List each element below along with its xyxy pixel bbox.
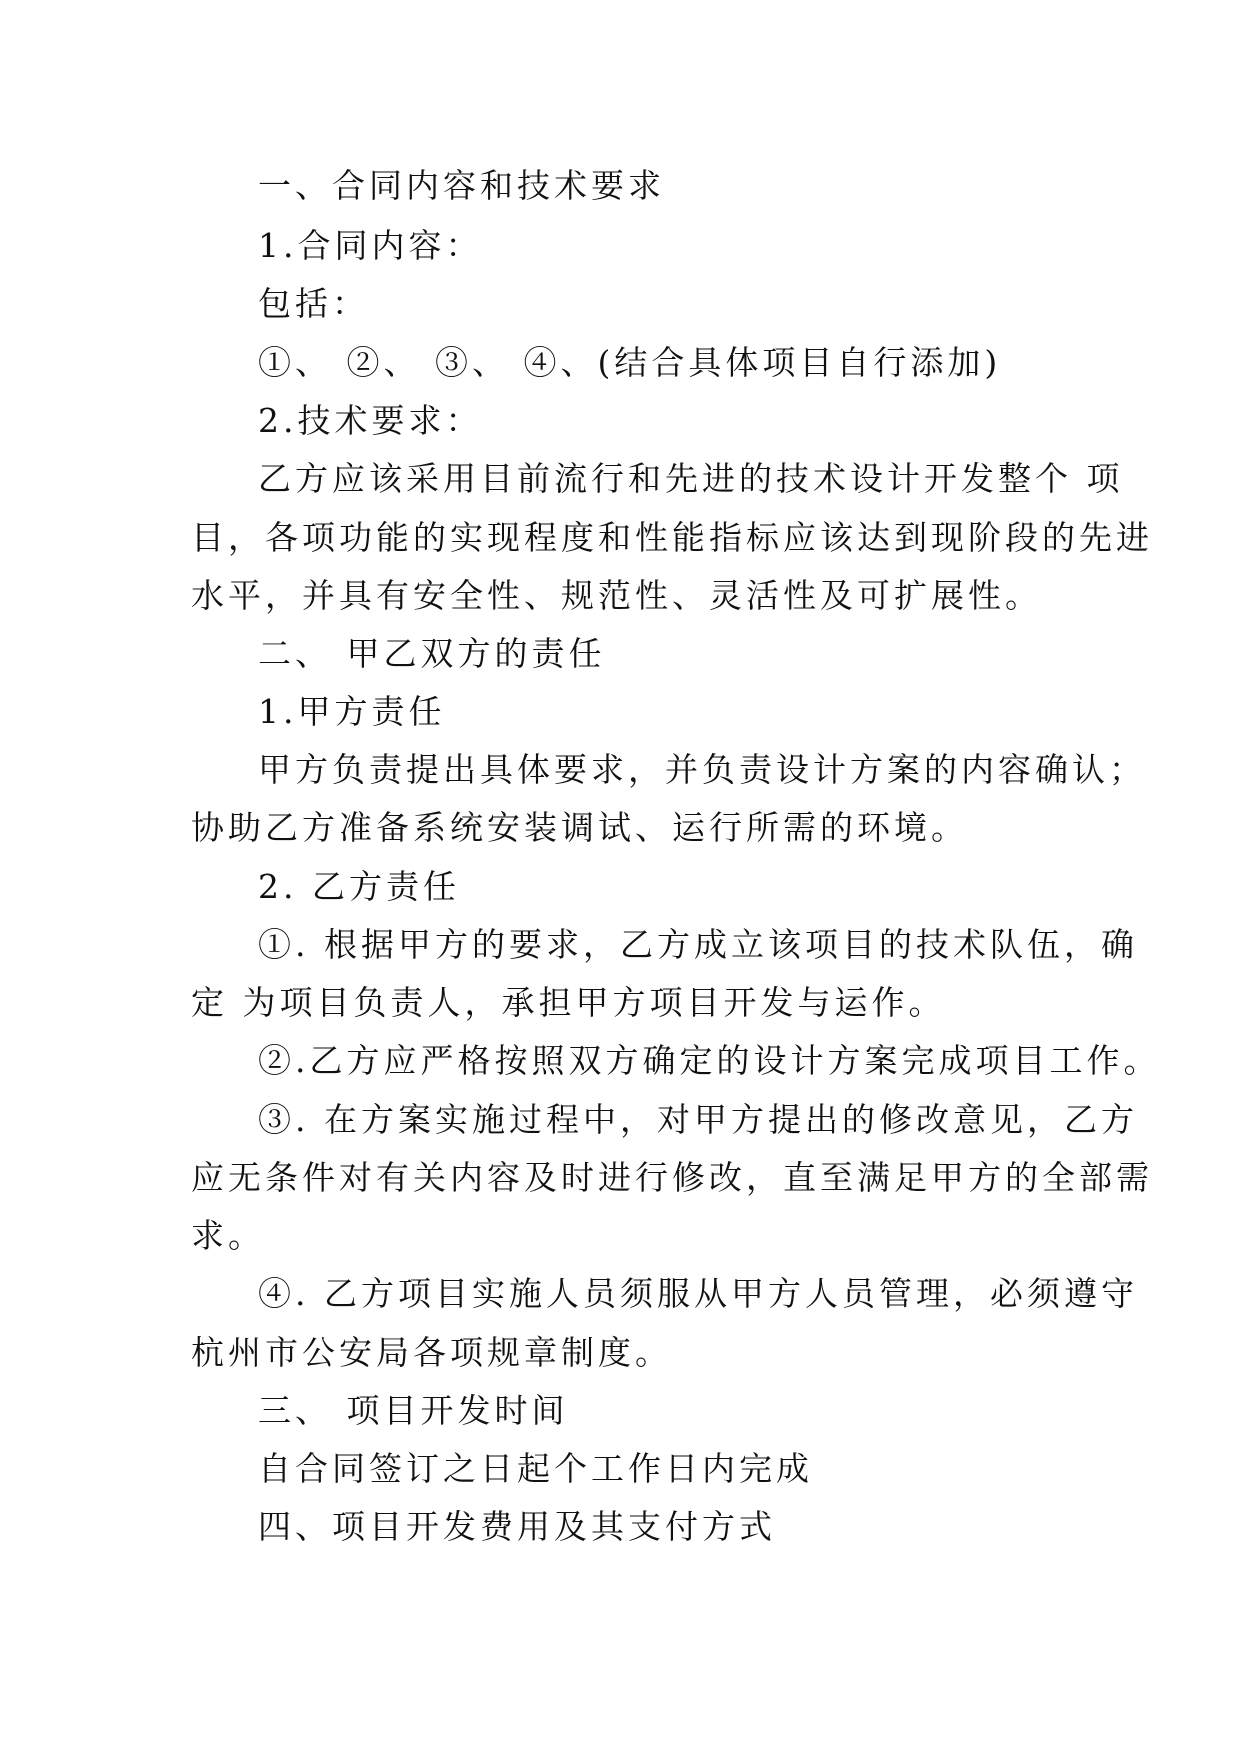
paragraph-line: 自合同签订之日起个工作日内完成 [258, 1449, 813, 1488]
paragraph-line: 乙方应该采用目前流行和先进的技术设计开发整个 项 [258, 459, 1124, 498]
paragraph-line: 甲方负责提出具体要求，并负责设计方案的内容确认； [258, 750, 1146, 789]
section-heading-1: 一、合同内容和技术要求 [258, 166, 665, 205]
paragraph-line: ③. 在方案实施过程中，对甲方提出的修改意见，乙方 [258, 1100, 1138, 1139]
paragraph-line: 协助乙方准备系统安装调试、运行所需的环境。 [191, 808, 968, 847]
paragraph-line: ②.乙方应严格按照双方确定的设计方案完成项目工作。 [258, 1041, 1161, 1080]
paragraph-line: 水平，并具有安全性、规范性、灵活性及可扩展性。 [191, 576, 1042, 615]
subheading-technical-requirements: 2.技术要求： [258, 401, 483, 440]
paragraph-line: ①、 ②、 ③、 ④、(结合具体项目自行添加) [258, 343, 1002, 382]
subheading-party-a-responsibility: 1.甲方责任 [258, 692, 446, 731]
paragraph-line: ①. 根据甲方的要求，乙方成立该项目的技术队伍，确 [258, 925, 1138, 964]
section-heading-2: 二、 甲乙双方的责任 [258, 634, 606, 673]
section-heading-3: 三、 项目开发时间 [258, 1391, 569, 1430]
paragraph-line: 应无条件对有关内容及时进行修改，直至满足甲方的全部需 [191, 1158, 1153, 1197]
paragraph-line: ④. 乙方项目实施人员须服从甲方人员管理，必须遵守 [258, 1274, 1138, 1313]
paragraph-line: 包括： [258, 284, 369, 323]
paragraph-line: 求。 [191, 1216, 265, 1255]
paragraph-line: 目，各项功能的实现程度和性能指标应该达到现阶段的先进 [191, 518, 1153, 557]
paragraph-line: 定 为项目负责人，承担甲方项目开发与运作。 [191, 983, 946, 1022]
subheading-party-b-responsibility: 2. 乙方责任 [258, 867, 460, 906]
section-heading-4: 四、项目开发费用及其支付方式 [258, 1507, 776, 1546]
paragraph-line: 杭州市公安局各项规章制度。 [191, 1333, 672, 1372]
subheading-contract-content: 1.合同内容： [258, 226, 483, 265]
